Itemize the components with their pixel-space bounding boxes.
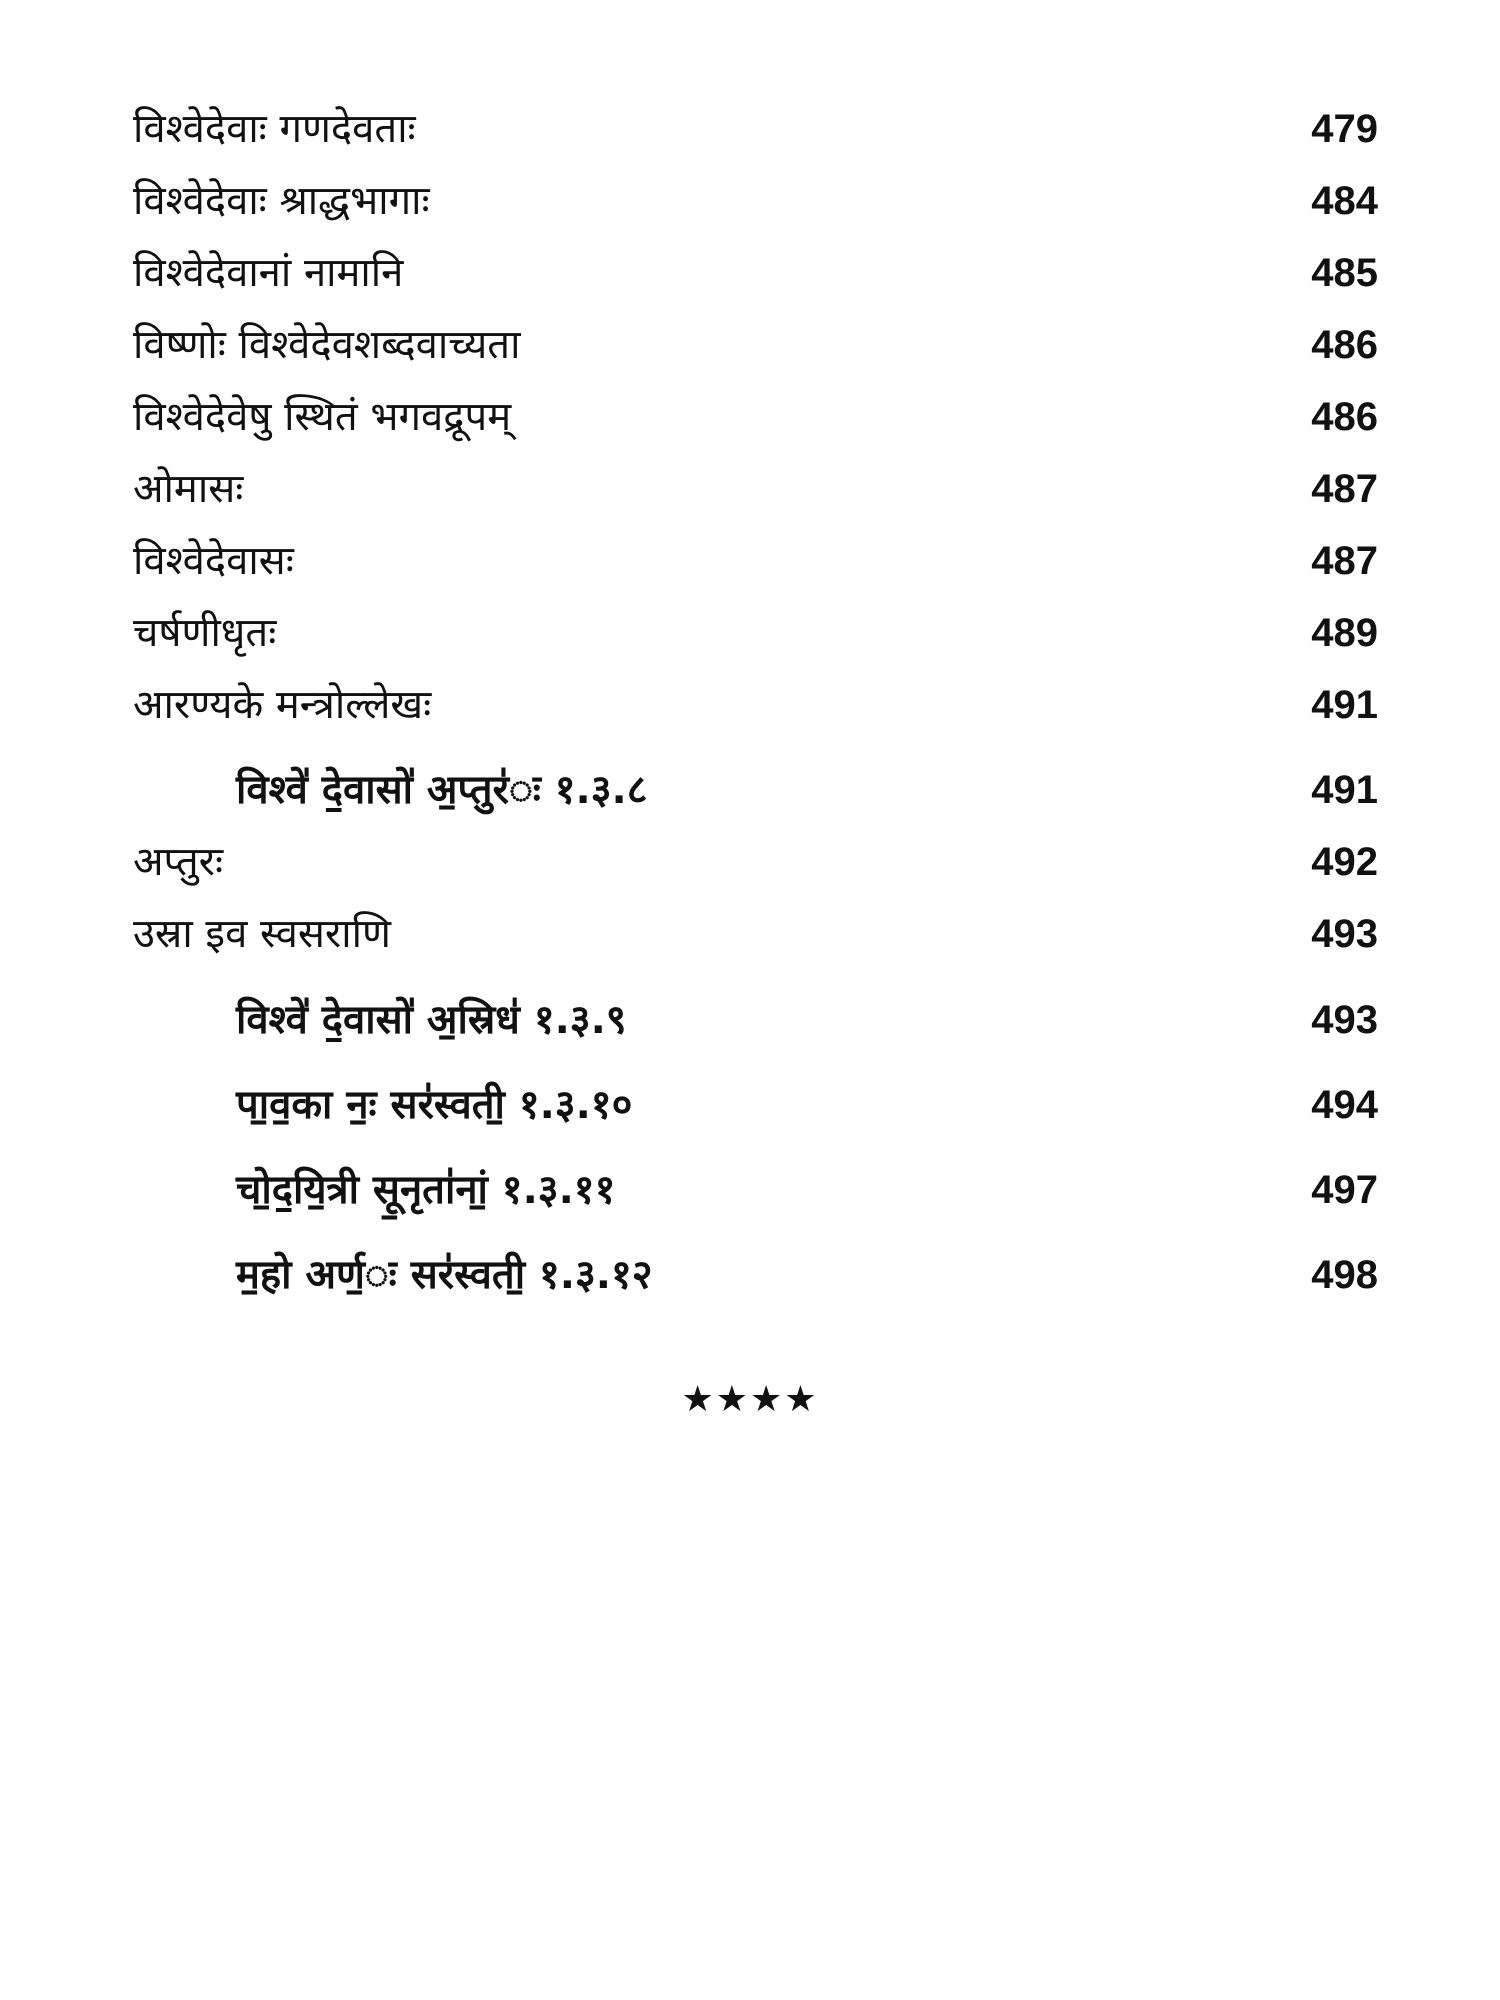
toc-title: ओमासः xyxy=(133,466,244,512)
toc-row xyxy=(0,832,1500,912)
toc-title: अप्तुरः xyxy=(133,839,224,885)
toc-page-number: 486 xyxy=(1311,395,1378,439)
toc-title: विश्वे॑ दे॒वासो॑ अ॒स्रिध॑ १.३.९ xyxy=(236,997,627,1043)
toc-title: विश्वेदेवासः xyxy=(133,538,294,584)
toc-row xyxy=(0,904,1500,984)
toc-page-number: 491 xyxy=(1311,683,1378,727)
toc-page-number: 493 xyxy=(1311,912,1378,956)
toc-page-number: 484 xyxy=(1311,179,1378,223)
toc-title: म॒हो अर्ण॒ः सर॑स्वती॒ १.३.१२ xyxy=(236,1252,653,1298)
toc-page-number: 494 xyxy=(1311,1083,1378,1127)
toc-title: चर्षणीधृतः xyxy=(133,610,277,656)
toc-title: विश्वेदेवाः गणदेवताः xyxy=(133,106,416,152)
toc-row xyxy=(0,459,1500,539)
toc-title: चो॒द॒यि॒त्री सू॒नृता॑नां॒ १.३.११ xyxy=(236,1167,616,1213)
toc-subrow xyxy=(0,1075,1500,1155)
toc-page-number: 487 xyxy=(1311,539,1378,583)
toc-subrow xyxy=(0,760,1500,840)
toc-page-number: 485 xyxy=(1311,251,1378,295)
toc-page-number: 497 xyxy=(1311,1168,1378,1212)
toc-page-number: 489 xyxy=(1311,611,1378,655)
toc-page-number: 491 xyxy=(1311,768,1378,812)
toc-row xyxy=(0,387,1500,467)
toc-row xyxy=(0,243,1500,323)
toc-title: विश्वेदेवाः श्राद्धभागाः xyxy=(133,178,430,224)
toc-row xyxy=(0,603,1500,683)
toc-title: आरण्यके मन्त्रोल्लेखः xyxy=(133,682,432,728)
toc-title: उस्रा इव स्वसराणि xyxy=(133,911,391,957)
toc-row xyxy=(0,315,1500,395)
toc-title: विष्णोः विश्वेदेवशब्दवाच्यता xyxy=(133,322,521,368)
toc-title: पा॒व॒का नः॒ सर॑स्वती॒ १.३.१० xyxy=(236,1082,633,1128)
section-end-stars: ★★★★ xyxy=(681,1379,819,1420)
toc-page-number: 487 xyxy=(1311,467,1378,511)
toc-title: विश्वे॑ दे॒वासो॑ अ॒प्तुर॑ः १.३.८ xyxy=(236,767,648,813)
toc-subrow xyxy=(0,1160,1500,1240)
toc-page-number: 498 xyxy=(1311,1253,1378,1297)
toc-subrow xyxy=(0,1245,1500,1325)
toc-row xyxy=(0,675,1500,755)
toc-page-number: 479 xyxy=(1311,107,1378,151)
toc-title: विश्वेदेवेषु स्थितं भगवद्रूपम् xyxy=(133,394,512,440)
toc-title: विश्वेदेवानां नामानि xyxy=(133,250,404,296)
toc-page-number: 493 xyxy=(1311,998,1378,1042)
toc-row xyxy=(0,99,1500,179)
toc-page-number: 492 xyxy=(1311,840,1378,884)
toc-page-number: 486 xyxy=(1311,323,1378,367)
toc-row xyxy=(0,171,1500,251)
toc-subrow xyxy=(0,990,1500,1070)
toc-row xyxy=(0,531,1500,611)
